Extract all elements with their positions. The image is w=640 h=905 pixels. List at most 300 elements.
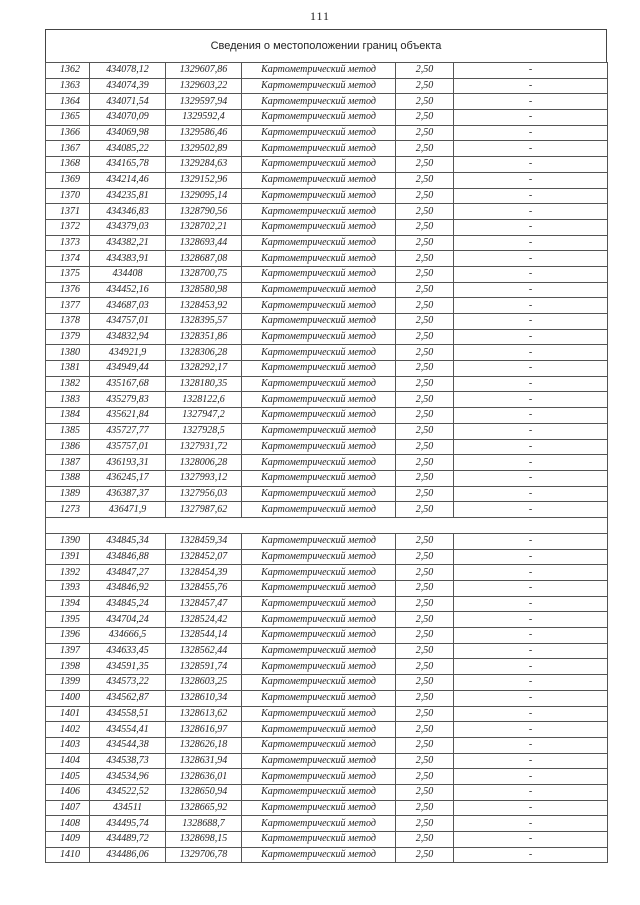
- table-row: [46, 737, 608, 753]
- accuracy-cell: 2,50: [396, 628, 454, 644]
- note-cell: -: [454, 188, 608, 204]
- point-number-cell: 1391: [46, 549, 90, 565]
- coord-y-cell: 1328636,01: [166, 769, 242, 785]
- accuracy-cell: 2,50: [396, 549, 454, 565]
- accuracy-cell: 2,50: [396, 204, 454, 220]
- table-row: [46, 282, 608, 298]
- table-row: [46, 486, 608, 502]
- accuracy-cell: 2,50: [396, 78, 454, 94]
- method-cell: Картометрический метод: [242, 706, 396, 722]
- point-number-cell: 1379: [46, 329, 90, 345]
- method-cell: Картометрический метод: [242, 533, 396, 549]
- point-number-cell: 1395: [46, 612, 90, 628]
- coord-y-cell: 1328665,92: [166, 800, 242, 816]
- accuracy-cell: 2,50: [396, 423, 454, 439]
- coord-y-cell: 1329502,89: [166, 141, 242, 157]
- block-separator-row: [46, 517, 608, 533]
- coord-y-cell: 1328650,94: [166, 784, 242, 800]
- coord-x-cell: 434165,78: [90, 157, 166, 173]
- accuracy-cell: 2,50: [396, 282, 454, 298]
- coord-x-cell: 434069,98: [90, 125, 166, 141]
- method-cell: Картометрический метод: [242, 361, 396, 377]
- accuracy-cell: 2,50: [396, 769, 454, 785]
- table-row: [46, 847, 608, 863]
- coord-y-cell: 1328631,94: [166, 753, 242, 769]
- note-cell: -: [454, 204, 608, 220]
- note-cell: -: [454, 282, 608, 298]
- coord-y-cell: 1328306,28: [166, 345, 242, 361]
- note-cell: -: [454, 549, 608, 565]
- point-number-cell: 1396: [46, 628, 90, 644]
- note-cell: -: [454, 784, 608, 800]
- coord-y-cell: 1328688,7: [166, 816, 242, 832]
- separator-cell: [46, 517, 608, 533]
- table-row: [46, 376, 608, 392]
- note-cell: -: [454, 266, 608, 282]
- accuracy-cell: 2,50: [396, 298, 454, 314]
- point-number-cell: 1397: [46, 643, 90, 659]
- coord-x-cell: 435757,01: [90, 439, 166, 455]
- table-row: [46, 188, 608, 204]
- point-number-cell: 1409: [46, 832, 90, 848]
- method-cell: Картометрический метод: [242, 266, 396, 282]
- coord-x-cell: 434544,38: [90, 737, 166, 753]
- coord-y-cell: 1328122,6: [166, 392, 242, 408]
- method-cell: Картометрический метод: [242, 816, 396, 832]
- coord-x-cell: 434495,74: [90, 816, 166, 832]
- table-row: [46, 172, 608, 188]
- coord-x-cell: 434687,03: [90, 298, 166, 314]
- coord-x-cell: 436387,37: [90, 486, 166, 502]
- coord-y-cell: 1328459,34: [166, 533, 242, 549]
- note-cell: -: [454, 502, 608, 518]
- method-cell: Картометрический метод: [242, 408, 396, 424]
- note-cell: -: [454, 376, 608, 392]
- method-cell: Картометрический метод: [242, 722, 396, 738]
- table-row: [46, 314, 608, 330]
- accuracy-cell: 2,50: [396, 235, 454, 251]
- point-number-cell: 1388: [46, 470, 90, 486]
- coord-x-cell: 434452,16: [90, 282, 166, 298]
- method-cell: Картометрический метод: [242, 486, 396, 502]
- point-number-cell: 1366: [46, 125, 90, 141]
- table-row: [46, 329, 608, 345]
- coord-y-cell: 1328292,17: [166, 361, 242, 377]
- coord-y-cell: 1328006,28: [166, 455, 242, 471]
- point-number-cell: 1377: [46, 298, 90, 314]
- page-number: 111: [309, 9, 331, 23]
- table-row: [46, 502, 608, 518]
- table-row: [46, 94, 608, 110]
- accuracy-cell: 2,50: [396, 329, 454, 345]
- method-cell: Картометрический метод: [242, 392, 396, 408]
- coord-y-cell: 1329597,94: [166, 94, 242, 110]
- table-body: [46, 63, 608, 863]
- boundary-table-sheet: [45, 29, 607, 863]
- coord-x-cell: 434511: [90, 800, 166, 816]
- coord-y-cell: 1328562,44: [166, 643, 242, 659]
- accuracy-cell: 2,50: [396, 784, 454, 800]
- coord-x-cell: 434408: [90, 266, 166, 282]
- coord-y-cell: 1327928,5: [166, 423, 242, 439]
- coord-x-cell: 434591,35: [90, 659, 166, 675]
- point-number-cell: 1370: [46, 188, 90, 204]
- coord-y-cell: 1327947,2: [166, 408, 242, 424]
- coord-y-cell: 1328457,47: [166, 596, 242, 612]
- accuracy-cell: 2,50: [396, 455, 454, 471]
- table-row: [46, 110, 608, 126]
- note-cell: -: [454, 816, 608, 832]
- method-cell: Картометрический метод: [242, 219, 396, 235]
- point-number-cell: 1369: [46, 172, 90, 188]
- coord-y-cell: 1328613,62: [166, 706, 242, 722]
- coord-y-cell: 1328180,35: [166, 376, 242, 392]
- note-cell: -: [454, 110, 608, 126]
- accuracy-cell: 2,50: [396, 816, 454, 832]
- table-row: [46, 408, 608, 424]
- note-cell: -: [454, 345, 608, 361]
- note-cell: -: [454, 643, 608, 659]
- method-cell: Картометрический метод: [242, 251, 396, 267]
- coord-y-cell: 1328455,76: [166, 581, 242, 597]
- method-cell: Картометрический метод: [242, 329, 396, 345]
- note-cell: -: [454, 125, 608, 141]
- table-row: [46, 345, 608, 361]
- accuracy-cell: 2,50: [396, 376, 454, 392]
- accuracy-cell: 2,50: [396, 439, 454, 455]
- table-title: Сведения о местоположении границ объекта: [45, 29, 607, 62]
- note-cell: -: [454, 659, 608, 675]
- accuracy-cell: 2,50: [396, 110, 454, 126]
- table-row: [46, 659, 608, 675]
- note-cell: -: [454, 251, 608, 267]
- note-cell: -: [454, 408, 608, 424]
- table-row: [46, 251, 608, 267]
- method-cell: Картометрический метод: [242, 659, 396, 675]
- point-number-cell: 1386: [46, 439, 90, 455]
- method-cell: Картометрический метод: [242, 188, 396, 204]
- method-cell: Картометрический метод: [242, 94, 396, 110]
- point-number-cell: 1400: [46, 690, 90, 706]
- accuracy-cell: 2,50: [396, 141, 454, 157]
- coord-x-cell: 434704,24: [90, 612, 166, 628]
- table-row: [46, 219, 608, 235]
- method-cell: Картометрический метод: [242, 470, 396, 486]
- point-number-cell: 1408: [46, 816, 90, 832]
- table-row: [46, 204, 608, 220]
- table-row: [46, 392, 608, 408]
- table-row: [46, 800, 608, 816]
- coord-x-cell: 435621,84: [90, 408, 166, 424]
- coord-x-cell: 434554,41: [90, 722, 166, 738]
- note-cell: -: [454, 722, 608, 738]
- accuracy-cell: 2,50: [396, 502, 454, 518]
- coord-y-cell: 1328616,97: [166, 722, 242, 738]
- coord-y-cell: 1328700,75: [166, 266, 242, 282]
- note-cell: -: [454, 361, 608, 377]
- point-number-cell: 1378: [46, 314, 90, 330]
- boundary-coordinates-table: [45, 62, 608, 863]
- point-number-cell: 1385: [46, 423, 90, 439]
- point-number-cell: 1384: [46, 408, 90, 424]
- coord-y-cell: 1329607,86: [166, 63, 242, 79]
- coord-x-cell: 434522,52: [90, 784, 166, 800]
- point-number-cell: 1363: [46, 78, 90, 94]
- coord-x-cell: 434845,34: [90, 533, 166, 549]
- table-row: [46, 675, 608, 691]
- method-cell: Картометрический метод: [242, 612, 396, 628]
- method-cell: Картометрический метод: [242, 423, 396, 439]
- method-cell: Картометрический метод: [242, 565, 396, 581]
- method-cell: Картометрический метод: [242, 847, 396, 863]
- point-number-cell: 1374: [46, 251, 90, 267]
- coord-x-cell: 434538,73: [90, 753, 166, 769]
- coord-y-cell: 1329095,14: [166, 188, 242, 204]
- point-number-cell: 1364: [46, 94, 90, 110]
- coord-x-cell: 434070,09: [90, 110, 166, 126]
- method-cell: Картометрический метод: [242, 314, 396, 330]
- method-cell: Картометрический метод: [242, 282, 396, 298]
- coord-x-cell: 434346,83: [90, 204, 166, 220]
- note-cell: -: [454, 565, 608, 581]
- note-cell: -: [454, 706, 608, 722]
- coord-x-cell: 434757,01: [90, 314, 166, 330]
- table-row: [46, 643, 608, 659]
- coord-x-cell: 434633,45: [90, 643, 166, 659]
- note-cell: -: [454, 832, 608, 848]
- coord-y-cell: 1329586,46: [166, 125, 242, 141]
- method-cell: Картометрический метод: [242, 172, 396, 188]
- coord-y-cell: 1328524,42: [166, 612, 242, 628]
- coord-y-cell: 1328603,25: [166, 675, 242, 691]
- accuracy-cell: 2,50: [396, 486, 454, 502]
- coord-y-cell: 1328626,18: [166, 737, 242, 753]
- coord-y-cell: 1327987,62: [166, 502, 242, 518]
- method-cell: Картометрический метод: [242, 63, 396, 79]
- accuracy-cell: 2,50: [396, 157, 454, 173]
- point-number-cell: 1401: [46, 706, 90, 722]
- point-number-cell: 1380: [46, 345, 90, 361]
- table-row: [46, 266, 608, 282]
- table-row: [46, 470, 608, 486]
- accuracy-cell: 2,50: [396, 172, 454, 188]
- coord-y-cell: 1328452,07: [166, 549, 242, 565]
- point-number-cell: 1398: [46, 659, 90, 675]
- point-number-cell: 1406: [46, 784, 90, 800]
- coord-x-cell: 435279,83: [90, 392, 166, 408]
- accuracy-cell: 2,50: [396, 737, 454, 753]
- method-cell: Картометрический метод: [242, 502, 396, 518]
- accuracy-cell: 2,50: [396, 753, 454, 769]
- table-row: [46, 816, 608, 832]
- note-cell: -: [454, 533, 608, 549]
- coord-x-cell: 434085,22: [90, 141, 166, 157]
- coord-y-cell: 1328351,86: [166, 329, 242, 345]
- coord-x-cell: 434534,96: [90, 769, 166, 785]
- note-cell: -: [454, 219, 608, 235]
- coord-y-cell: 1328702,21: [166, 219, 242, 235]
- point-number-cell: 1410: [46, 847, 90, 863]
- table-row: [46, 549, 608, 565]
- point-number-cell: 1403: [46, 737, 90, 753]
- point-number-cell: 1390: [46, 533, 90, 549]
- point-number-cell: 1273: [46, 502, 90, 518]
- method-cell: Картометрический метод: [242, 784, 396, 800]
- accuracy-cell: 2,50: [396, 581, 454, 597]
- method-cell: Картометрический метод: [242, 690, 396, 706]
- coord-y-cell: 1328395,57: [166, 314, 242, 330]
- table-row: [46, 581, 608, 597]
- note-cell: -: [454, 455, 608, 471]
- coord-y-cell: 1327993,12: [166, 470, 242, 486]
- note-cell: -: [454, 172, 608, 188]
- table-row: [46, 690, 608, 706]
- accuracy-cell: 2,50: [396, 266, 454, 282]
- coord-y-cell: 1328698,15: [166, 832, 242, 848]
- table-row: [46, 423, 608, 439]
- coord-x-cell: 434846,92: [90, 581, 166, 597]
- table-row: [46, 753, 608, 769]
- table-row: [46, 63, 608, 79]
- table-row: [46, 157, 608, 173]
- coord-x-cell: 434379,03: [90, 219, 166, 235]
- point-number-cell: 1405: [46, 769, 90, 785]
- accuracy-cell: 2,50: [396, 659, 454, 675]
- point-number-cell: 1382: [46, 376, 90, 392]
- table-row: [46, 533, 608, 549]
- accuracy-cell: 2,50: [396, 408, 454, 424]
- note-cell: -: [454, 423, 608, 439]
- accuracy-cell: 2,50: [396, 706, 454, 722]
- method-cell: Картометрический метод: [242, 376, 396, 392]
- point-number-cell: 1394: [46, 596, 90, 612]
- accuracy-cell: 2,50: [396, 533, 454, 549]
- note-cell: -: [454, 737, 608, 753]
- coord-x-cell: 434489,72: [90, 832, 166, 848]
- note-cell: -: [454, 690, 608, 706]
- point-number-cell: 1402: [46, 722, 90, 738]
- point-number-cell: 1375: [46, 266, 90, 282]
- method-cell: Картометрический метод: [242, 157, 396, 173]
- point-number-cell: 1389: [46, 486, 90, 502]
- method-cell: Картометрический метод: [242, 549, 396, 565]
- point-number-cell: 1367: [46, 141, 90, 157]
- coord-x-cell: 434071,54: [90, 94, 166, 110]
- method-cell: Картометрический метод: [242, 581, 396, 597]
- point-number-cell: 1392: [46, 565, 90, 581]
- point-number-cell: 1404: [46, 753, 90, 769]
- accuracy-cell: 2,50: [396, 690, 454, 706]
- coord-x-cell: 434214,46: [90, 172, 166, 188]
- coord-x-cell: 436245,17: [90, 470, 166, 486]
- table-row: [46, 769, 608, 785]
- table-row: [46, 612, 608, 628]
- table-row: [46, 141, 608, 157]
- coord-x-cell: 434921,9: [90, 345, 166, 361]
- point-number-cell: 1399: [46, 675, 90, 691]
- point-number-cell: 1365: [46, 110, 90, 126]
- coord-x-cell: 434845,24: [90, 596, 166, 612]
- coord-y-cell: 1329706,78: [166, 847, 242, 863]
- note-cell: -: [454, 392, 608, 408]
- coord-y-cell: 1328790,56: [166, 204, 242, 220]
- method-cell: Картометрический метод: [242, 110, 396, 126]
- table-row: [46, 455, 608, 471]
- note-cell: -: [454, 157, 608, 173]
- coord-x-cell: 435727,77: [90, 423, 166, 439]
- coord-y-cell: 1329603,22: [166, 78, 242, 94]
- method-cell: Картометрический метод: [242, 78, 396, 94]
- accuracy-cell: 2,50: [396, 722, 454, 738]
- note-cell: -: [454, 235, 608, 251]
- table-row: [46, 596, 608, 612]
- note-cell: -: [454, 439, 608, 455]
- note-cell: -: [454, 847, 608, 863]
- accuracy-cell: 2,50: [396, 188, 454, 204]
- coord-y-cell: 1328610,34: [166, 690, 242, 706]
- coord-x-cell: 434847,27: [90, 565, 166, 581]
- point-number-cell: 1372: [46, 219, 90, 235]
- table-row: [46, 439, 608, 455]
- coord-y-cell: 1328453,92: [166, 298, 242, 314]
- table-row: [46, 361, 608, 377]
- table-row: [46, 125, 608, 141]
- table-row: [46, 298, 608, 314]
- note-cell: -: [454, 612, 608, 628]
- note-cell: -: [454, 596, 608, 612]
- note-cell: -: [454, 94, 608, 110]
- accuracy-cell: 2,50: [396, 314, 454, 330]
- accuracy-cell: 2,50: [396, 596, 454, 612]
- point-number-cell: 1376: [46, 282, 90, 298]
- coord-y-cell: 1328544,14: [166, 628, 242, 644]
- method-cell: Картометрический метод: [242, 204, 396, 220]
- coord-x-cell: 434666,5: [90, 628, 166, 644]
- coord-y-cell: 1328580,98: [166, 282, 242, 298]
- coord-x-cell: 435167,68: [90, 376, 166, 392]
- coord-x-cell: 434573,22: [90, 675, 166, 691]
- point-number-cell: 1373: [46, 235, 90, 251]
- note-cell: -: [454, 753, 608, 769]
- method-cell: Картометрический метод: [242, 675, 396, 691]
- note-cell: -: [454, 141, 608, 157]
- accuracy-cell: 2,50: [396, 251, 454, 267]
- coord-x-cell: 434846,88: [90, 549, 166, 565]
- table-row: [46, 628, 608, 644]
- point-number-cell: 1368: [46, 157, 90, 173]
- table-row: [46, 706, 608, 722]
- accuracy-cell: 2,50: [396, 675, 454, 691]
- coord-y-cell: 1328591,74: [166, 659, 242, 675]
- table-row: [46, 832, 608, 848]
- note-cell: -: [454, 581, 608, 597]
- coord-x-cell: 434074,39: [90, 78, 166, 94]
- point-number-cell: 1381: [46, 361, 90, 377]
- accuracy-cell: 2,50: [396, 832, 454, 848]
- accuracy-cell: 2,50: [396, 63, 454, 79]
- coord-x-cell: 436193,31: [90, 455, 166, 471]
- method-cell: Картометрический метод: [242, 235, 396, 251]
- accuracy-cell: 2,50: [396, 125, 454, 141]
- method-cell: Картометрический метод: [242, 345, 396, 361]
- point-number-cell: 1407: [46, 800, 90, 816]
- accuracy-cell: 2,50: [396, 470, 454, 486]
- coord-y-cell: 1328454,39: [166, 565, 242, 581]
- method-cell: Картометрический метод: [242, 125, 396, 141]
- method-cell: Картометрический метод: [242, 832, 396, 848]
- point-number-cell: 1387: [46, 455, 90, 471]
- method-cell: Картометрический метод: [242, 141, 396, 157]
